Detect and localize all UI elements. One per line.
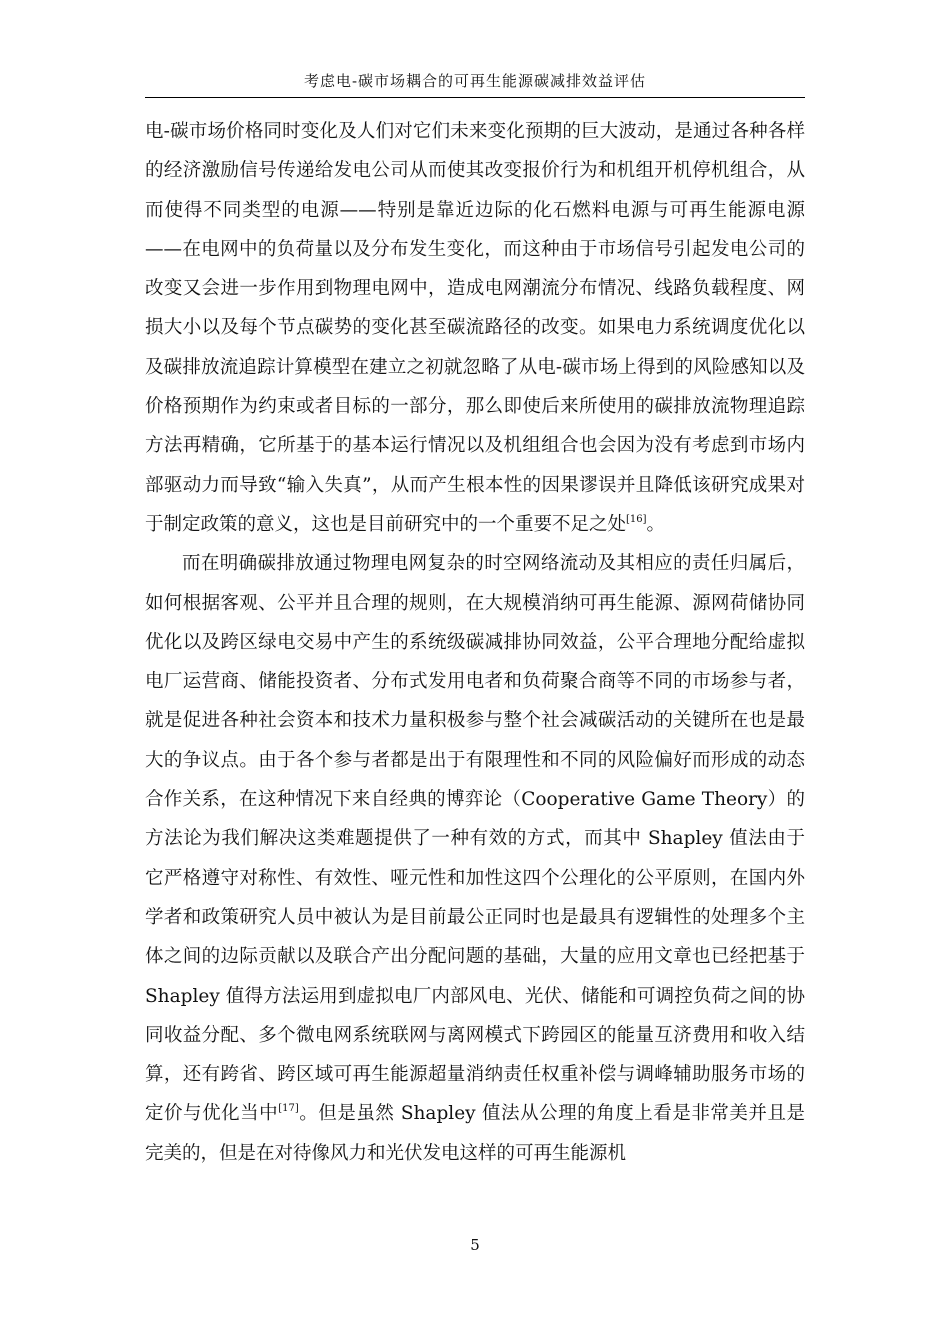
paragraph-2	[145, 544, 805, 1173]
running-header	[145, 70, 805, 91]
paragraph-2-tail: 。但是虽然 Shapley 值法从公理的角度上看是非常美并且是完美的，但是在对待像风力和光伏发电这样的可再生能源机	[145, 1103, 805, 1164]
paragraph-2-text: 而在明确碳排放通过物理电网复杂的时空网络流动及其相应的责任归属后，如何根据客观、公平并且合理的规则，在大规模消纳可再生能源、源网荷储协同优化以及跨区绿电交易中产生的系统级碳减排协同效益，公平合理地分配给虚拟电厂运营商、储能投资者、分布式发用电者和负荷聚合商等不同的市场参与者，就是促进各种社会资本和技术力量积极参与整个社会减碳活动的关键所在也是最大的争议点。由于各个参与者都是出于有限理性和不同的风险偏好而形成的动态合作关系，在这种情况下来自经典的博弈论（Cooperative Game Theory）的方法论为我们解决这类难题提供了一种有效的方式，而其中 Shapley 值法由于它严格遵守对称性、有效性、哑元性和加性这四个公理化的公平原则，在国内外学者和政策研究人员中被认为是目前最公正同时也是最具有逻辑性的处理多个主体之间的边际贡献以及联合产出分配问题的基础，大量的应用文章也已经把基于 Shapley 值得方法运用到虚拟电厂内部风电、光伏、储能和可调控负荷之间的协同收益分配、多个微电网系统联网与离网模式下跨园区的能量互济费用和收入结算，还有跨省、跨区域可再生能源超量消纳责任权重补偿与调峰辅助服务市场的定价与优化当中	[145, 553, 805, 1125]
paragraph-1	[145, 112, 805, 544]
header-divider	[145, 97, 805, 98]
paragraph-1-tail: 。	[646, 513, 666, 535]
citation-16: [16]	[626, 513, 647, 525]
running-header-title: 考虑电-碳市场耦合的可再生能源碳减排效益评估	[303, 72, 647, 90]
paragraph-1-text: 电-碳市场价格同时变化及人们对它们未来变化预期的巨大波动，是通过各种各样的经济激励信号传递给发电公司从而使其改变报价行为和机组开机停机组合，从而使得不同类型的电源——特别是靠近边际的化石燃料电源与可再生能源电源——在电网中的负荷量以及分布发生变化，而这种由于市场信号引起发电公司的改变又会进一步作用到物理电网中，造成电网潮流分布情况、线路负载程度、网损大小以及每个节点碳势的变化甚至碳流路径的改变。如果电力系统调度优化以及碳排放流追踪计算模型在建立之初就忽略了从电-碳市场上得到的风险感知以及价格预期作为约束或者目标的一部分，那么即使后来所使用的碳排放流物理追踪方法再精确，它所基于的基本运行情况以及机组组合也会因为没有考虑到市场内部驱动力而导致“输入失真”，从而产生根本性的因果谬误并且降低该研究成果对于制定政策的意义，这也是目前研究中的一个重要不足之处	[145, 121, 805, 535]
body-text	[145, 112, 805, 1173]
citation-17: [17]	[278, 1103, 299, 1115]
page-number: 5	[470, 1236, 480, 1254]
